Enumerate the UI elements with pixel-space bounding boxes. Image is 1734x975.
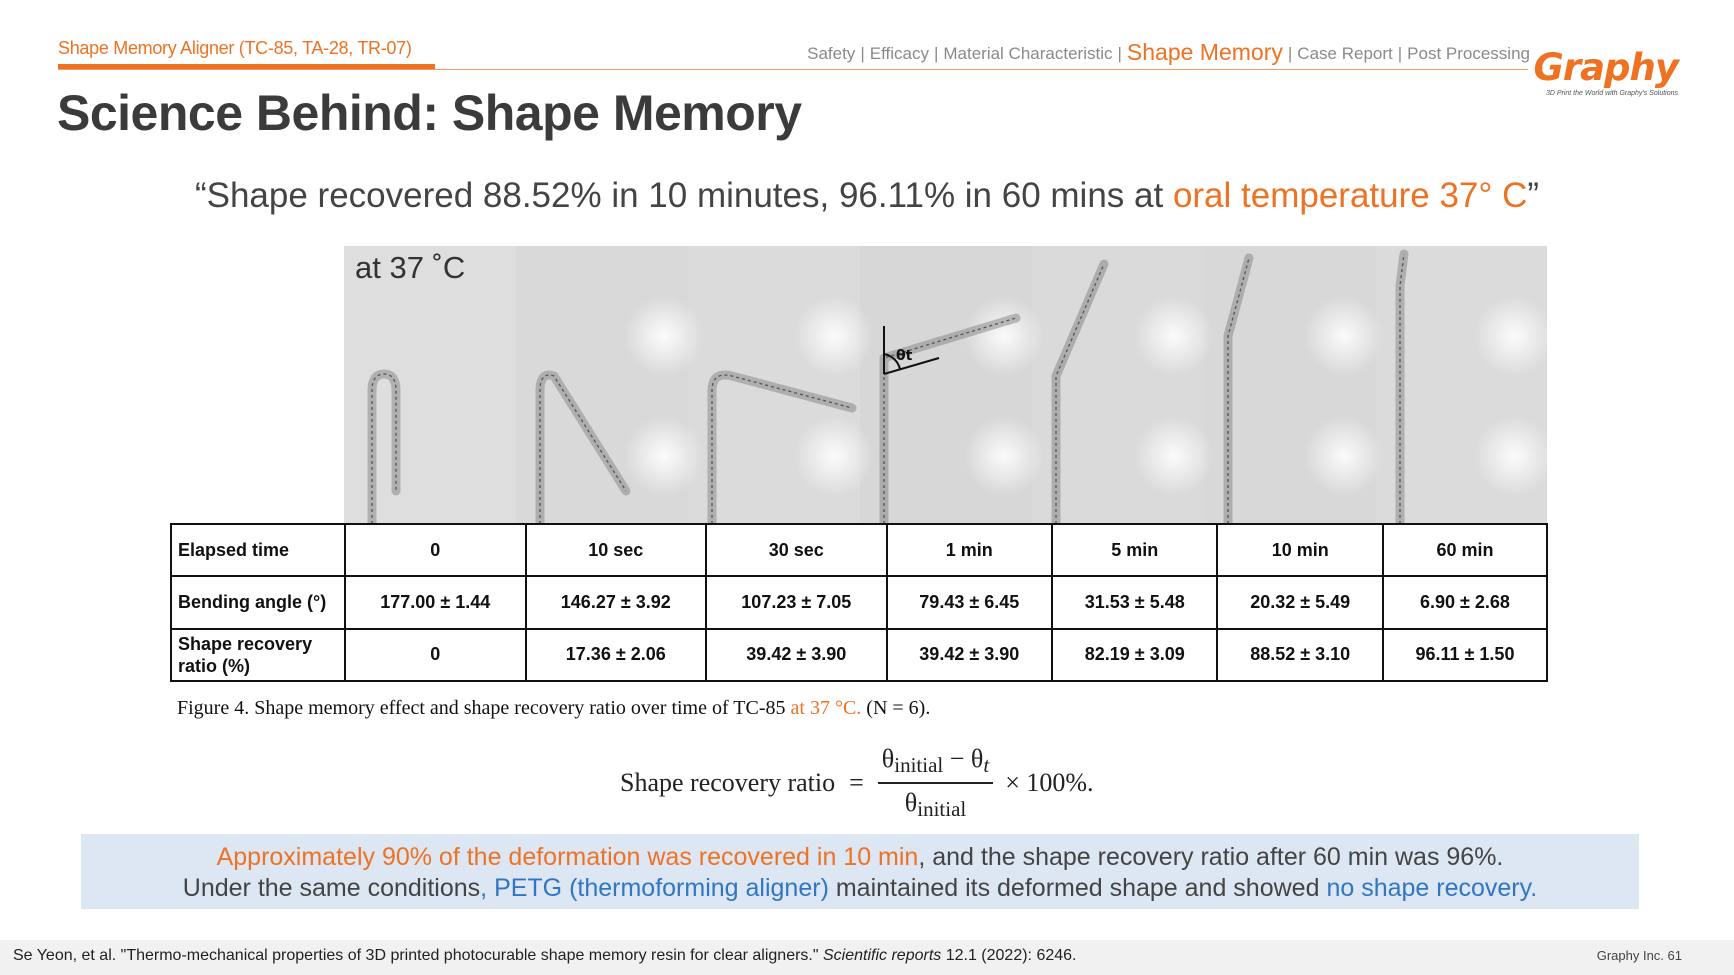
table-row-elapsed-time bbox=[171, 524, 1547, 576]
reference-text: Se Yeon, et al. "Thermo-mechanical properties of 3D printed photocurable shape memory resin for clear aligners." bbox=[13, 947, 823, 964]
nav-separator: | bbox=[1117, 44, 1122, 63]
reference-volume: 12.1 (2022): 6246. bbox=[941, 947, 1077, 964]
table-cell: 107.23 ± 7.05 bbox=[706, 576, 887, 628]
table-cell: 88.52 ± 3.10 bbox=[1217, 629, 1382, 681]
subscript-initial: initial bbox=[894, 753, 944, 778]
nav-item-safety[interactable]: Safety bbox=[807, 44, 856, 63]
table-cell: 6.90 ± 2.68 bbox=[1383, 576, 1547, 628]
table-cell: 10 sec bbox=[526, 524, 707, 576]
table-cell: 17.36 ± 2.06 bbox=[526, 629, 707, 681]
section-nav bbox=[807, 40, 1530, 64]
nav-separator: | bbox=[933, 44, 939, 63]
summary-highlight: Approximately 90% of the deformation was recovered in 10 min bbox=[216, 843, 919, 871]
quote-text: “Shape recovered 88.52% in 10 minutes, 96.11% in 60 mins at bbox=[194, 176, 1173, 215]
summary-line-1 bbox=[81, 842, 1639, 873]
summary-box bbox=[81, 834, 1639, 909]
formula-fraction bbox=[878, 744, 993, 822]
photo-strip-drawing bbox=[344, 246, 1547, 524]
reference-journal: Scientific reports bbox=[823, 947, 942, 964]
row-header: Shape recovery ratio (%) bbox=[171, 629, 345, 681]
caption-highlight: at 37 °C. bbox=[790, 697, 862, 719]
graphy-logo bbox=[1533, 46, 1678, 97]
nav-item-case-report[interactable]: Case Report bbox=[1297, 44, 1393, 63]
table-cell: 79.43 ± 6.45 bbox=[887, 576, 1052, 628]
table-cell: 1 min bbox=[887, 524, 1052, 576]
caption-text: Figure 4. Shape memory effect and shape recovery ratio over time of TC-85 bbox=[177, 697, 791, 719]
key-quote bbox=[0, 176, 1734, 216]
nav-separator: | bbox=[860, 44, 865, 63]
table-cell: 0 bbox=[345, 629, 526, 681]
table-cell: 39.42 ± 3.90 bbox=[887, 629, 1052, 681]
formula-numerator bbox=[878, 744, 993, 778]
table-cell: 39.42 ± 3.90 bbox=[706, 629, 887, 681]
theta-label: θt bbox=[896, 348, 913, 364]
summary-text: Under the same conditions bbox=[182, 874, 481, 902]
page-number: Graphy Inc. 61 bbox=[1596, 948, 1682, 963]
nav-separator: | bbox=[1287, 44, 1293, 63]
table-row-bending-angle bbox=[171, 576, 1547, 628]
formula-denominator bbox=[901, 788, 970, 822]
nav-item-shape-memory[interactable]: Shape Memory bbox=[1126, 39, 1283, 65]
row-header: Bending angle (°) bbox=[171, 576, 345, 628]
fraction-bar bbox=[878, 782, 993, 784]
summary-text: , and the shape recovery ratio after 60 min was 96%. bbox=[918, 843, 1504, 871]
caption-tail: (N = 6). bbox=[861, 697, 931, 719]
shape-recovery-table bbox=[170, 523, 1548, 682]
table-cell: 10 min bbox=[1217, 524, 1382, 576]
table-cell: 30 sec bbox=[706, 524, 887, 576]
subscript-t: t bbox=[983, 753, 990, 778]
table-cell: 82.19 ± 3.09 bbox=[1052, 629, 1217, 681]
nav-separator: | bbox=[1397, 44, 1403, 63]
logo-tagline: 3D Print the World with Graphy's Solutions bbox=[1545, 90, 1678, 97]
figure-caption bbox=[177, 697, 930, 720]
subscript-initial: initial bbox=[917, 796, 967, 821]
temperature-label: at 37 ˚C bbox=[355, 250, 466, 285]
shape-recovery-photo-strip bbox=[344, 246, 1547, 524]
page-title: Science Behind: Shape Memory bbox=[57, 85, 802, 141]
quote-close: ” bbox=[1527, 176, 1540, 215]
petg-highlight: , PETG (thermoforming aligner) bbox=[480, 874, 829, 902]
no-recovery-highlight: no shape recovery. bbox=[1326, 874, 1538, 902]
summary-line-2 bbox=[81, 873, 1639, 904]
formula-equals: = bbox=[849, 768, 864, 797]
table-cell: 20.32 ± 5.49 bbox=[1217, 576, 1382, 628]
table-cell: 60 min bbox=[1383, 524, 1547, 576]
header-divider bbox=[58, 69, 1528, 70]
theta-symbol: θ bbox=[904, 787, 918, 817]
table-cell: 5 min bbox=[1052, 524, 1217, 576]
logo-wordmark: Graphy bbox=[1533, 46, 1678, 89]
recovery-ratio-formula bbox=[620, 738, 1094, 828]
table-cell: 177.00 ± 1.44 bbox=[345, 576, 526, 628]
formula-tail: × 100%. bbox=[1005, 768, 1094, 797]
table-row-shape-recovery-ratio bbox=[171, 629, 1547, 681]
breadcrumb: Shape Memory Aligner (TC-85, TA-28, TR-07) bbox=[58, 38, 412, 58]
table-cell: 146.27 ± 3.92 bbox=[526, 576, 707, 628]
table-cell: 96.11 ± 1.50 bbox=[1383, 629, 1547, 681]
table-cell: 0 bbox=[345, 524, 526, 576]
nav-item-post-processing[interactable]: Post Processing bbox=[1407, 44, 1530, 63]
nav-item-efficacy[interactable]: Efficacy bbox=[869, 44, 929, 63]
nav-item-material-characteristic[interactable]: Material Characteristic bbox=[943, 44, 1113, 63]
row-header: Elapsed time bbox=[171, 524, 345, 576]
formula-lhs: Shape recovery ratio bbox=[620, 768, 836, 797]
minus-theta: − θ bbox=[943, 744, 984, 774]
quote-highlight: oral temperature 37° C bbox=[1172, 176, 1528, 215]
summary-text: maintained its deformed shape and showed bbox=[828, 874, 1327, 902]
table-cell: 31.53 ± 5.48 bbox=[1052, 576, 1217, 628]
theta-symbol: θ bbox=[881, 744, 895, 774]
reference-citation bbox=[13, 947, 1076, 965]
